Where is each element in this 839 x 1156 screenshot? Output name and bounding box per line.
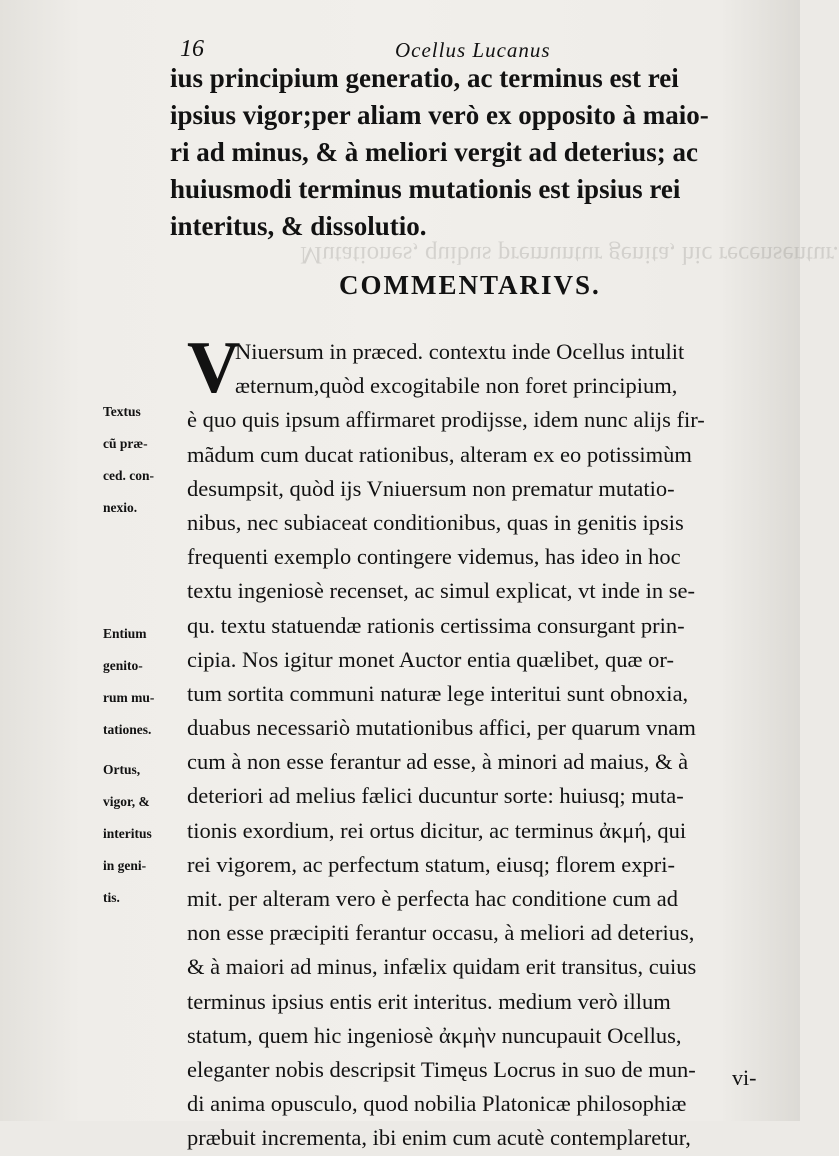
text-line: qu. textu statuendæ rationis certissima consurgant prin- (187, 612, 685, 638)
margin-note-textus (103, 404, 189, 516)
commentary-text (187, 327, 787, 1156)
margin-note-line: Entium (103, 626, 147, 641)
text-line: tum sortita communi naturæ lege interitui sunt obnoxia, (187, 680, 689, 706)
margin-note-line: rum mu- (103, 690, 155, 705)
catchword: vi- (732, 1065, 757, 1090)
margin-note-line: nexio. (103, 500, 138, 515)
text-line: di anima opusculo, quod nobilia Platonicæ philosophiæ (187, 1091, 687, 1117)
text-line: statum, quem hic ingeniosè ἀκμὴν nuncupauit Ocellus, (187, 1022, 682, 1048)
text-line: tionis exordium, rei ortus dicitur, ac terminus ἀκμή, qui (187, 817, 687, 843)
text-line: rei vigorem, ac perfectum statum, eiusq; florem expri- (187, 851, 675, 877)
text-line: præbuit incrementa, ibi enim cum acutè contemplaretur, (187, 1125, 691, 1151)
text-line: huiusmodi terminus mutationis est ipsius rei (170, 174, 681, 204)
margin-note-line: in geni- (103, 858, 147, 873)
margin-note-line: interitus (103, 826, 152, 841)
text-line: frequenti exemplo contingere videmus, has ideo in hoc (187, 544, 681, 570)
text-line: æternum,quòd excogitabile non foret principium, (235, 373, 678, 399)
margin-note-line: tis. (103, 890, 120, 905)
running-title: Ocellus Lucanus (395, 38, 551, 62)
text-line: desumpsit, quòd ijs Vniuersum non prematur mutatio- (187, 475, 675, 501)
text-line: mit. per alteram vero è perfecta hac conditione cum ad (187, 886, 679, 911)
margin-note-line: cũ præ- (103, 436, 148, 451)
margin-note-entium (103, 626, 189, 738)
text-line: textu ingeniosè recenset, ac simul explicat, vt inde in se- (187, 578, 695, 604)
section-heading: COMMENTARIVS. (339, 270, 601, 300)
text-line: duabus necessariò mutationibus affici, per quarum vnam (187, 715, 696, 741)
margin-note-line: ced. con- (103, 468, 154, 483)
margin-note-line: genito- (103, 658, 143, 673)
text-line: deteriori ad melius fælici ducuntur sorte: huiusq; muta- (187, 783, 684, 809)
text-line: & à maiori ad minus, infælix quidam erit transitus, cuius (187, 954, 697, 980)
bleed-through-line: Mutationes, quibus premuntur genita, hic recensentur. (300, 241, 839, 268)
text-line: ri ad minus, & à meliori vergit ad deterius; ac (170, 137, 698, 167)
main-text-top (170, 60, 770, 245)
page-number: 16 (180, 36, 204, 62)
margin-note-line: Textus (103, 404, 141, 419)
margin-note-line: Ortus, (103, 762, 141, 777)
text-line: Niuersum in præced. contextu inde Ocellus intulit (235, 339, 685, 364)
text-line: ius principium generatio, ac terminus est rei (170, 63, 679, 93)
text-line: terminus ipsius entis erit interitus. medium verò illum (187, 988, 671, 1014)
text-line: eleganter nobis descripsit Timęus Locrus in suo de mun- (187, 1056, 696, 1082)
text-line: cipia. Nos igitur monet Auctor entia quælibet, quæ or- (187, 646, 674, 672)
text-line: è quo quis ipsum affirmaret prodijsse, idem nunc alijs fir- (187, 407, 705, 433)
margin-note-line: vigor, & (103, 794, 150, 809)
text-line: cum à non esse ferantur ad esse, à minori ad maius, & à (187, 749, 689, 775)
text-line: nibus, nec subiaceat conditionibus, quas in genitis ipsis (187, 509, 684, 535)
margin-note-ortus (103, 762, 189, 906)
margin-note-line: tationes. (103, 722, 152, 737)
text-line: non esse præcipiti ferantur occasu, à meliori ad deterius, (187, 920, 695, 946)
text-line: ipsius vigor;per aliam verò ex opposito à maio- (170, 100, 709, 130)
text-line: interitus, & dissolutio. (170, 211, 427, 241)
drop-cap: V (187, 327, 241, 409)
text-line: mãdum cum ducat rationibus, alteram ex eo potissimùm (187, 441, 692, 467)
